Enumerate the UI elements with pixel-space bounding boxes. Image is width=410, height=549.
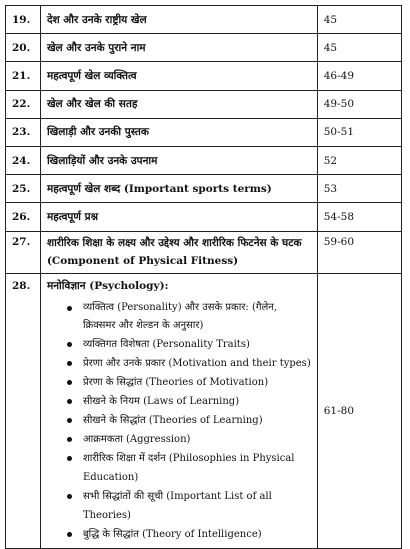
list-item (67, 299, 311, 335)
row-page: 52 (317, 146, 401, 174)
bullet-icon (67, 494, 72, 499)
table-row (6, 203, 402, 231)
bullet-icon (67, 456, 72, 461)
row-topic: महत्वपूर्ण खेल शब्द (Important sports terms) (40, 175, 317, 203)
subtopic-label: सीखने के सिद्धांत (Theories of Learning) (82, 414, 263, 426)
table-row (6, 146, 402, 174)
row-number: 28. (6, 273, 41, 548)
row-page: 53 (317, 175, 401, 203)
contents-table (5, 5, 402, 549)
table-row (6, 34, 402, 62)
row-page: 54-58 (317, 203, 401, 231)
row-page: 49-50 (317, 90, 401, 118)
row-number: 25. (6, 175, 41, 203)
subtopic-label: प्रेरणा के सिद्धांत (Theories of Motivation) (82, 376, 269, 388)
row-page: 45 (317, 6, 401, 34)
list-item (67, 449, 311, 487)
subtopic-label: सभी सिद्धांतों की सूची (Important List of all Theories) (82, 490, 272, 521)
table-row (6, 90, 402, 118)
row-number: 20. (6, 34, 41, 62)
bullet-icon (67, 342, 72, 347)
bullet-icon (67, 380, 72, 385)
row-page: 59-60 (317, 231, 401, 273)
psychology-subtopics (47, 299, 311, 544)
row-page: 50-51 (317, 118, 401, 146)
row-page: 46-49 (317, 62, 401, 90)
row-number: 22. (6, 90, 41, 118)
subtopic-label: शारीरिक शिक्षा में दर्शन (Philosophies in Physical Education) (82, 452, 295, 483)
bullet-icon (67, 418, 72, 423)
table-row-psychology (6, 273, 402, 548)
list-item (67, 392, 311, 411)
row-number: 19. (6, 6, 41, 34)
row-topic: महत्वपूर्ण प्रश्न (40, 203, 317, 231)
list-item (67, 411, 311, 430)
table-row (6, 62, 402, 90)
list-item (67, 430, 311, 449)
row-topic: खिलाड़ी और उनकी पुस्तक (40, 118, 317, 146)
row-topic: खेल और खेल की सतह (40, 90, 317, 118)
row-number: 26. (6, 203, 41, 231)
bullet-icon (67, 306, 72, 311)
row-number: 23. (6, 118, 41, 146)
row-number: 24. (6, 146, 41, 174)
table-row (6, 175, 402, 203)
subtopic-label: व्यक्तित्व (Personality) और उसके प्रकार: (गैलेन, क्रिक्समर और शेल्डन के अनुसार) (82, 301, 278, 331)
row-topic: खेल और उनके पुराने नाम (40, 34, 317, 62)
bullet-icon (67, 399, 72, 404)
subtopic-label: बुद्धि के सिद्धांत (Theory of Intelligence) (82, 528, 262, 540)
psychology-cell (40, 273, 317, 548)
subtopic-label: आक्रमकता (Aggression) (82, 433, 191, 445)
table-row (6, 118, 402, 146)
psychology-title: मनोविज्ञान (Psychology): (46, 279, 169, 292)
bullet-icon (67, 532, 72, 537)
list-item (67, 487, 311, 525)
table-row (6, 6, 402, 34)
subtopic-label: सीखने के नियम (Laws of Learning) (82, 395, 240, 407)
list-item (67, 354, 311, 373)
list-item (67, 335, 311, 354)
table-row (6, 231, 402, 273)
row-number: 21. (6, 62, 41, 90)
row-topic: महत्वपूर्ण खेल व्यक्तित्व (40, 62, 317, 90)
subtopic-label: प्रेरणा और उनके प्रकार (Motivation and their types) (82, 357, 311, 369)
bullet-icon (67, 437, 72, 442)
row-number: 27. (6, 231, 41, 273)
row-topic: देश और उनके राष्ट्रीय खेल (40, 6, 317, 34)
row-topic: शारीरिक शिक्षा के लक्ष्य और उद्देश्य और शारीरिक फिटनेस के घटक (Component of Physical Fitness) (40, 231, 317, 273)
row-page: 45 (317, 34, 401, 62)
row-topic: खिलाड़ियों और उनके उपनाम (40, 146, 317, 174)
list-item (67, 525, 311, 544)
bullet-icon (67, 361, 72, 366)
row-page: 61-80 (317, 273, 401, 548)
subtopic-label: व्यक्तिगत विशेषता (Personality Traits) (82, 338, 250, 350)
list-item (67, 373, 311, 392)
